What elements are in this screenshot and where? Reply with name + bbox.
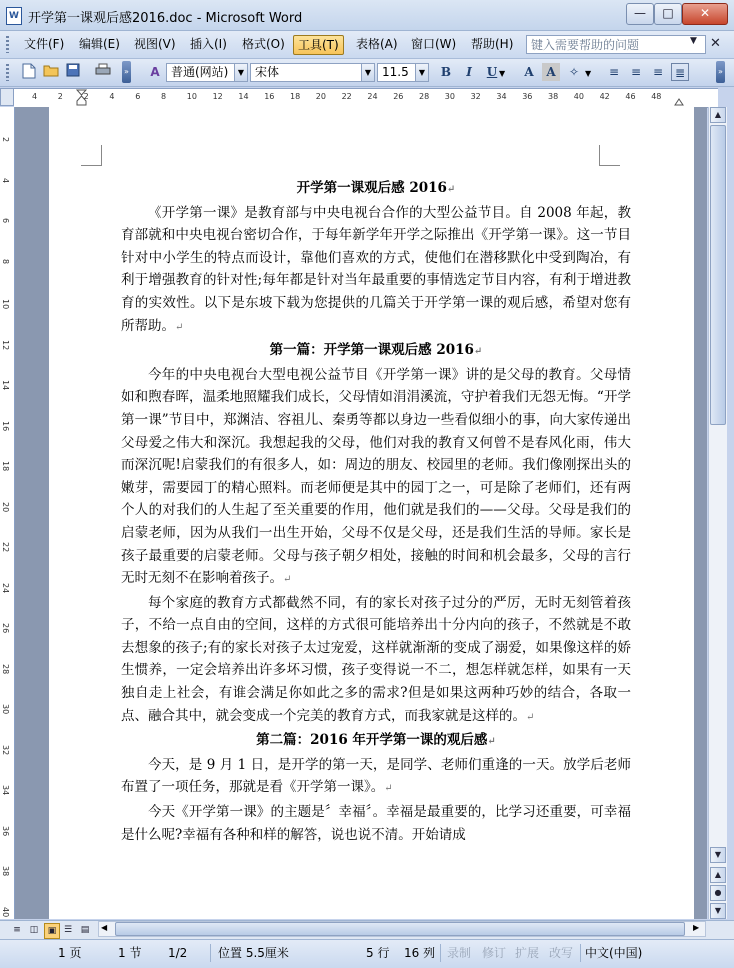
ruler-h-label: 30 bbox=[444, 92, 455, 101]
ruler-h-label: 34 bbox=[496, 92, 507, 101]
ruler-h-label: 40 bbox=[573, 92, 584, 101]
toolbar-more-chevron-icon[interactable]: » bbox=[716, 61, 725, 83]
section-heading-2-text: 第二篇：2016 年开学第一课的观后感 bbox=[256, 732, 488, 749]
underline-dropdown-icon[interactable]: ▼ bbox=[499, 69, 506, 78]
ruler-v-label: 2 bbox=[1, 137, 10, 143]
section-heading-1[interactable] bbox=[121, 339, 631, 364]
intro-paragraph[interactable] bbox=[121, 202, 631, 340]
web-layout-view-icon[interactable]: ◫ bbox=[29, 925, 39, 935]
document-page[interactable] bbox=[49, 107, 694, 919]
text-effects-icon[interactable]: ✧ bbox=[568, 65, 580, 79]
ruler-v-label: 22 bbox=[1, 542, 10, 553]
italic-button[interactable]: I bbox=[466, 65, 472, 79]
paragraph-mark: ↵ bbox=[283, 574, 292, 586]
ruler-v-label: 4 bbox=[1, 177, 10, 183]
section-heading-2[interactable] bbox=[121, 729, 631, 754]
intro-text: 《开学第一课》是教育部与中央电视台合作的大型公益节目。自 2008 年起，教育部就和中央电视台密切合作，于每年新学年开学之际推出《开学第一课》。这一节目针对中小学生的特点而设计，靠他们喜欢的方式，使他们在潜移默化中受到陶冶，有利于增强教育的针对性;每年都是针对当年最重要的事情选定节目内容，有利于增进教育的实效性。以下是东坡下载为您提供的几篇关于开学第一课的观后感，希望对您有所帮助。 bbox=[121, 204, 631, 334]
margin-corner-top-right bbox=[599, 145, 620, 166]
align-right-icon[interactable]: ≡ bbox=[652, 65, 664, 79]
menu-grip-handle[interactable] bbox=[6, 36, 9, 53]
help-search-input[interactable]: 键入需要帮助的问题 bbox=[526, 35, 706, 54]
right-indent-marker[interactable] bbox=[674, 95, 684, 105]
ruler-h-label: 26 bbox=[393, 92, 404, 101]
new-document-icon[interactable] bbox=[20, 63, 38, 81]
text-effects-dropdown-icon[interactable]: ▼ bbox=[585, 69, 592, 78]
ruler-tab-selector[interactable] bbox=[0, 88, 14, 106]
menu-table[interactable]: 表格(A) bbox=[356, 37, 398, 51]
paragraph-2[interactable] bbox=[121, 592, 631, 730]
ruler-h-label: 2 bbox=[57, 92, 63, 101]
ruler-v-label: 40 bbox=[1, 906, 10, 917]
next-page-icon[interactable]: ▼ bbox=[710, 903, 726, 919]
paragraph-1-text: 今年的中央电视台大型电视公益节目《开学第一课》讲的是父母的教育。父母情如和煦春晖，温柔地照耀我们成长，父母情如涓涓溪流，守护着我们无怨无悔。“开学第一课”节目中，郑渊洁、容祖儿、秦勇等都以身边一些看似细小的事，向大家传递出父母爱之伟大和深沉。我想起我的父母，他们对我的教育又何曾不是春风化雨，伟大而深沉呢!启蒙我们的有很多人，如：周边的朋友、校园里的老师。我们像刚探出头的嫩芽，需要园丁的精心照料。而老师便是其中的园丁之一，可是除了老师们，还有两个人的对我们的人生起了至关重要的作用，他们就是我们的——父母。父母是我们的启蒙老师，因为从我们一出生开始，父母不仅是父母，还是我们生活的导师。家长是孩子最重要的启蒙老师。父母与孩子朝夕相处，接触的时间和机会最多，父母的言行无时无刻不在影响着孩子。 bbox=[121, 366, 631, 587]
paragraph-mark: ↵ bbox=[526, 711, 535, 723]
style-select-value: 普通(网站) bbox=[171, 65, 229, 79]
paragraph-1[interactable] bbox=[121, 364, 631, 592]
help-dropdown-icon[interactable]: ▼ bbox=[690, 36, 697, 46]
paragraph-mark: ↵ bbox=[384, 783, 393, 795]
ruler-v-label: 18 bbox=[1, 461, 10, 472]
status-section: 1 节 bbox=[118, 946, 142, 960]
margin-corner-top-left bbox=[81, 145, 102, 166]
document-area[interactable] bbox=[15, 107, 707, 919]
paragraph-mark: ↵ bbox=[487, 736, 496, 748]
font-select[interactable] bbox=[250, 63, 375, 82]
status-position: 位置 5.5厘米 bbox=[218, 946, 289, 960]
ruler-h-label: 32 bbox=[470, 92, 481, 101]
paragraph-3[interactable] bbox=[121, 754, 631, 801]
ruler-h-label: 24 bbox=[367, 92, 378, 101]
underline-button[interactable]: U bbox=[486, 65, 498, 79]
ruler-h-label: 12 bbox=[212, 92, 223, 101]
ruler-v-label: 28 bbox=[1, 663, 10, 674]
vertical-ruler[interactable] bbox=[0, 107, 15, 919]
status-page-of: 1/2 bbox=[168, 946, 188, 960]
menu-format[interactable]: 格式(O) bbox=[242, 37, 285, 51]
ruler-h-label: 10 bbox=[186, 92, 197, 101]
menu-insert[interactable]: 插入(I) bbox=[190, 37, 227, 51]
ruler-v-label: 26 bbox=[1, 623, 10, 634]
select-browse-object-icon[interactable]: ● bbox=[710, 885, 726, 901]
status-record-macro[interactable]: 录制 bbox=[447, 946, 472, 960]
bold-button[interactable]: B bbox=[440, 65, 452, 79]
ruler-v-label: 32 bbox=[1, 744, 10, 755]
document-close-icon[interactable]: ✕ bbox=[710, 36, 721, 51]
ruler-h-label: 22 bbox=[341, 92, 352, 101]
ruler-h-label: 18 bbox=[290, 92, 301, 101]
menu-window[interactable]: 窗口(W) bbox=[411, 37, 457, 51]
menu-edit[interactable]: 编辑(E) bbox=[79, 37, 120, 51]
ruler-v-label: 30 bbox=[1, 704, 10, 715]
scroll-left-icon[interactable]: ◀ bbox=[101, 923, 108, 932]
outline-view-icon[interactable]: ☰ bbox=[63, 925, 73, 935]
scroll-down-icon[interactable]: ▼ bbox=[710, 847, 726, 863]
font-dropdown-icon[interactable]: ▼ bbox=[361, 64, 374, 81]
status-column: 16 列 bbox=[404, 946, 436, 960]
open-folder-icon[interactable] bbox=[42, 63, 60, 81]
toolbar-grip-handle[interactable] bbox=[6, 64, 9, 81]
ruler-v-label: 20 bbox=[1, 501, 10, 512]
vertical-scrollbar[interactable] bbox=[708, 107, 727, 919]
ruler-v-label: 8 bbox=[1, 258, 10, 264]
align-center-icon[interactable]: ≡ bbox=[630, 65, 642, 79]
ruler-h-label: 38 bbox=[548, 92, 559, 101]
paragraph-4-text: 今天《开学第一课》的主题是〞幸福〞。幸福是最重要的，比学习还重要，可幸福是什么呢?幸福有各种和样的解答，说也说不清。开始请成 bbox=[121, 804, 631, 843]
font-size-select[interactable] bbox=[377, 63, 429, 82]
title-bar bbox=[0, 0, 734, 31]
ruler-h-label: 6 bbox=[135, 92, 141, 101]
horizontal-ruler[interactable] bbox=[14, 88, 718, 108]
formatting-toolbar bbox=[0, 59, 734, 87]
ruler-h-label: 20 bbox=[315, 92, 326, 101]
ruler-h-label: 36 bbox=[522, 92, 533, 101]
ruler-h-label: 2 bbox=[83, 92, 89, 101]
paragraph-mark: ↵ bbox=[473, 346, 483, 358]
ruler-h-label: 28 bbox=[419, 92, 430, 101]
maximize-button[interactable]: □ bbox=[654, 3, 682, 25]
ruler-h-label: 16 bbox=[264, 92, 275, 101]
toolbar-options-chevron-icon[interactable]: » bbox=[122, 61, 131, 83]
status-separator bbox=[440, 944, 441, 962]
ruler-v-label: 16 bbox=[1, 420, 10, 431]
status-separator bbox=[210, 944, 211, 962]
normal-view-icon[interactable]: ≡ bbox=[13, 925, 21, 935]
paragraph-4[interactable] bbox=[121, 801, 631, 846]
ruler-h-label: 48 bbox=[651, 92, 662, 101]
document-body[interactable] bbox=[121, 177, 631, 846]
style-select[interactable] bbox=[166, 63, 248, 82]
ruler-h-label: 8 bbox=[161, 92, 167, 101]
font-size-value: 11.5 bbox=[382, 65, 409, 79]
menu-view[interactable]: 视图(V) bbox=[134, 37, 176, 51]
ruler-h-label: 46 bbox=[625, 92, 636, 101]
save-icon[interactable] bbox=[64, 63, 82, 81]
ruler-v-label: 10 bbox=[1, 299, 10, 310]
menu-help[interactable]: 帮助(H) bbox=[471, 37, 514, 51]
window-title: 开学第一课观后感2016.doc - Microsoft Word bbox=[28, 11, 303, 26]
char-border-button[interactable]: A bbox=[524, 65, 534, 79]
status-bar bbox=[0, 939, 734, 968]
ruler-h-label: 4 bbox=[32, 92, 38, 101]
char-shading-button[interactable]: A bbox=[542, 63, 560, 81]
status-separator bbox=[580, 944, 581, 962]
status-track-changes[interactable]: 修订 bbox=[482, 946, 507, 960]
menu-tools[interactable]: 工具(T) bbox=[293, 35, 344, 55]
ruler-h-label: 42 bbox=[599, 92, 610, 101]
distributed-align-icon[interactable]: ≣ bbox=[671, 63, 689, 81]
font-size-dropdown-icon[interactable]: ▼ bbox=[415, 64, 428, 81]
section-heading-1-text: 第一篇：开学第一课观后感 2016 bbox=[269, 342, 474, 359]
ruler-v-label: 24 bbox=[1, 582, 10, 593]
status-extend-selection[interactable]: 扩展 bbox=[515, 946, 540, 960]
paragraph-mark: ↵ bbox=[446, 184, 456, 195]
horizontal-scroll-thumb[interactable] bbox=[115, 922, 685, 936]
document-title-text: 开学第一课观后感 2016 bbox=[296, 180, 447, 196]
paragraph-3-text: 今天，是 9 月 1 日，是开学的第一天，是同学、老师们重逢的一天。放学后老师布置了一项任务，那就是看《开学第一课》。 bbox=[121, 756, 631, 796]
print-layout-view-icon[interactable]: ▣ bbox=[44, 923, 60, 939]
ruler-v-label: 34 bbox=[1, 785, 10, 796]
menu-bar bbox=[0, 31, 734, 59]
scroll-up-icon[interactable]: ▲ bbox=[710, 107, 726, 123]
status-line: 5 行 bbox=[366, 946, 390, 960]
align-justify-icon[interactable]: ≡ bbox=[608, 65, 620, 79]
previous-page-icon[interactable]: ▲ bbox=[710, 867, 726, 883]
paragraph-2-text: 每个家庭的教育方式都截然不同，有的家长对孩子过分的严厉，无时无刻管着孩子，不给一点自由的空间，这样的方式很可能培养出十分内向的孩子，不然就是不敢去想象的孩子;有的家长对孩子太过宠爱，这样就渐渐的变成了溺爱，如果像这样的娇生惯养，一定会培养出许多坏习惯，孩子变得说一不二，想怎样就怎样，如果有一天独自走上社会，有谁会满足你如此之多的需求?但是如果这两种巧妙的结合，各取一点、融合其中，就会变成一个完美的教育方式，而我家就是这样的。 bbox=[121, 594, 631, 724]
ruler-h-label: 14 bbox=[238, 92, 249, 101]
scroll-right-icon[interactable]: ▶ bbox=[693, 923, 700, 932]
ruler-v-label: 38 bbox=[1, 866, 10, 877]
vertical-scroll-thumb[interactable] bbox=[710, 125, 726, 425]
font-select-value: 宋体 bbox=[255, 65, 280, 79]
minimize-button[interactable]: — bbox=[626, 3, 654, 25]
status-language[interactable]: 中文(中国) bbox=[585, 946, 643, 960]
reading-layout-view-icon[interactable]: ▤ bbox=[80, 925, 90, 935]
status-page: 1 页 bbox=[58, 946, 82, 960]
ruler-v-label: 14 bbox=[1, 380, 10, 391]
document-title[interactable] bbox=[121, 177, 631, 202]
ruler-h-label: 4 bbox=[109, 92, 115, 101]
status-overtype[interactable]: 改写 bbox=[549, 946, 574, 960]
ruler-v-label: 6 bbox=[1, 218, 10, 224]
paragraph-mark: ↵ bbox=[175, 321, 184, 333]
ruler-v-label: 12 bbox=[1, 339, 10, 350]
print-icon[interactable] bbox=[94, 63, 112, 81]
style-dropdown-icon[interactable]: ▼ bbox=[234, 64, 247, 81]
word-app-icon[interactable]: W bbox=[6, 7, 22, 25]
close-button[interactable]: ✕ bbox=[682, 3, 728, 25]
styles-pane-icon[interactable]: A bbox=[150, 65, 160, 79]
ruler-v-label: 36 bbox=[1, 825, 10, 836]
horizontal-scrollbar[interactable] bbox=[98, 921, 706, 937]
menu-file[interactable]: 文件(F) bbox=[24, 37, 65, 51]
